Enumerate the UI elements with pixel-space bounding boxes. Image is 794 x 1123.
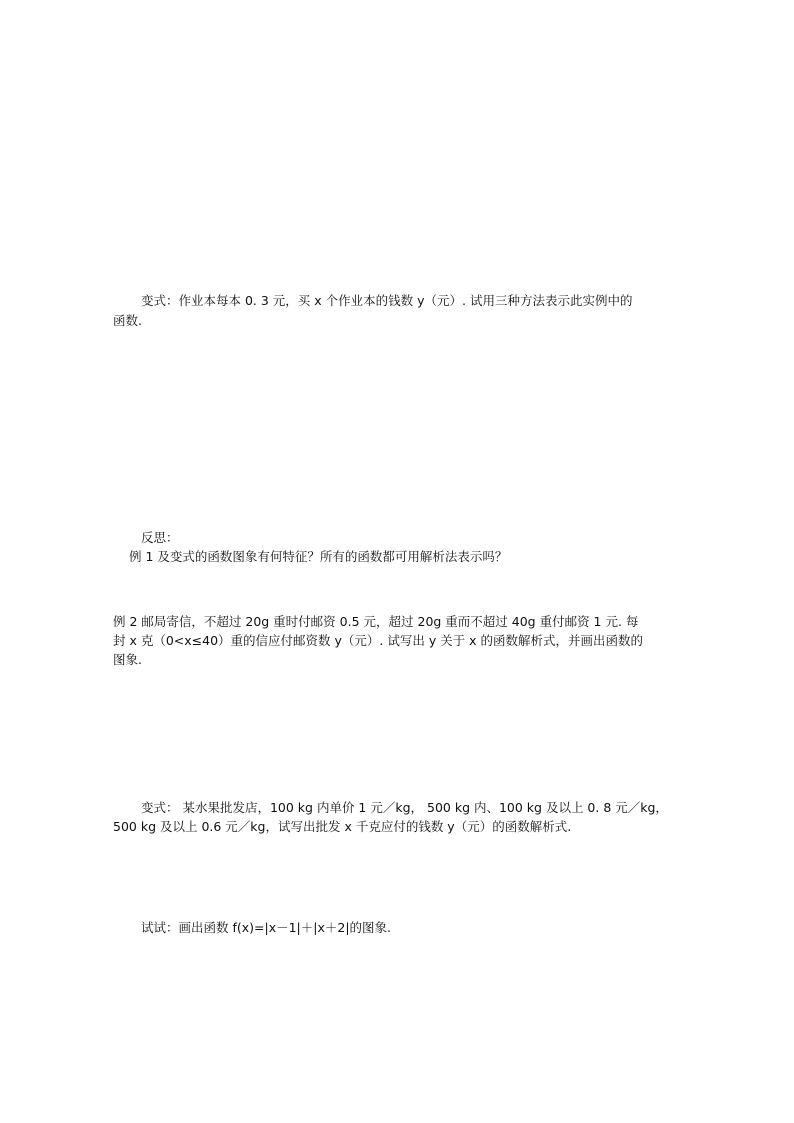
reflection-label: 反思： xyxy=(141,530,179,545)
example2-line3: 图象. xyxy=(113,652,142,667)
example2-line1: 例 2 邮局寄信，不超过 20g 重时付邮资 0.5 元，超过 20g 重而不超过 40g 重付邮资 1 元. 每 xyxy=(113,614,639,629)
variant2-line1: 变式： 某水果批发店，100 kg 内单价 1 元／kg， 500 kg 内、100 kg 及以上 0. 8 元／kg， xyxy=(141,800,668,815)
example2-line2: 封 x 克（0<x≤40）重的信应付邮资数 y（元）. 试写出 y 关于 x 的函数解析式，并画出函数的 xyxy=(113,633,644,648)
variant1-line2: 函数. xyxy=(113,313,142,328)
reflection-question: 例 1 及变式的函数图象有何特征？所有的函数都可用解析法表示吗？ xyxy=(129,549,508,564)
tryit-line1: 试试：画出函数 f(x)=|x－1|＋|x＋2|的图象. xyxy=(141,920,392,935)
variant2-line2: 500 kg 及以上 0.6 元／kg，试写出批发 x 千克应付的钱数 y（元）的函数解析式. xyxy=(113,819,572,834)
variant1-line1: 变式：作业本每本 0. 3 元，买 x 个作业本的钱数 y（元）. 试用三种方法表示此实例中的 xyxy=(141,293,633,308)
